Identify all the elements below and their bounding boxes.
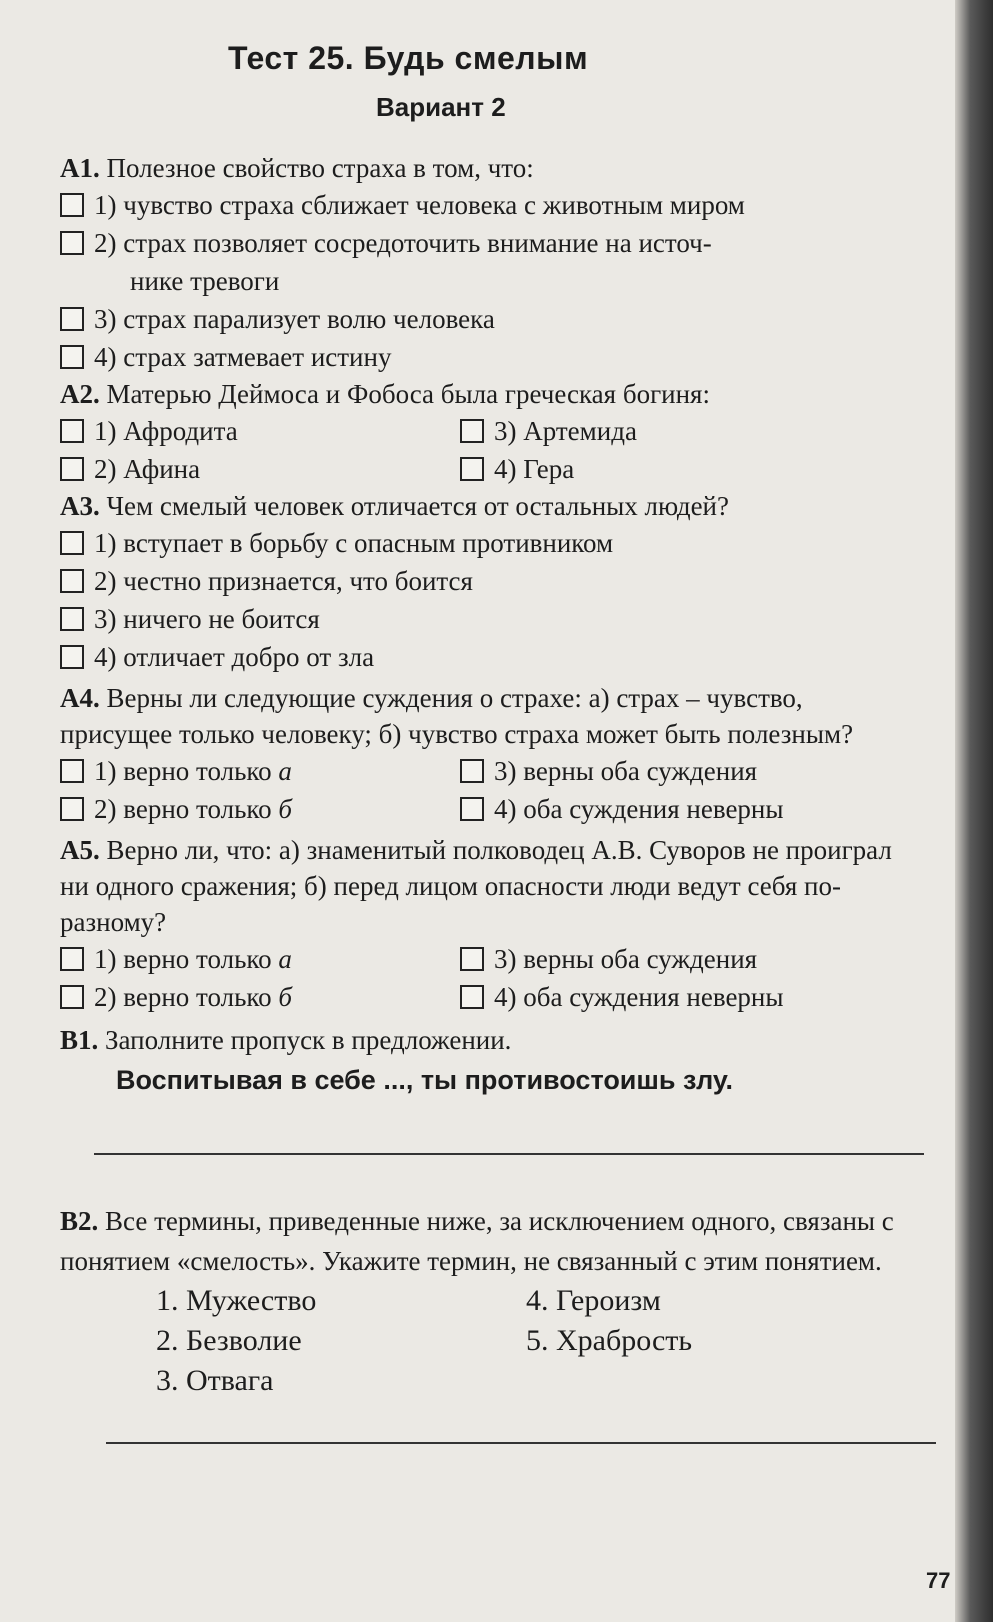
checkbox[interactable] [60,345,84,369]
question-number: А2. [60,379,100,409]
answer-option[interactable]: 4) оба суждения неверны [460,978,880,1016]
term-item: 1. Мужество [156,1284,317,1317]
answer-option[interactable]: 1) верно только а [60,752,460,790]
question-text: Верно ли, что: а) знаменитый полководец А.В. Суворов не проиграл ни одного сражения; б) перед лицом опасности люди ведут себя по-разному? [60,835,892,937]
checkbox[interactable] [460,457,484,481]
question-a2 [60,376,920,412]
checkbox[interactable] [460,985,484,1009]
checkbox[interactable] [60,569,84,593]
answer-line[interactable] [94,1152,924,1155]
options-grid [60,752,920,828]
checkbox[interactable] [460,759,484,783]
question-b1 [60,1022,920,1058]
question-text: Заполните пропуск в предложении. [105,1025,512,1055]
question-text: Матерью Деймоса и Фобоса была греческая богиня: [106,379,710,409]
questions-area [60,150,920,1444]
fill-in-sentence: Воспитывая в себе ..., ты противостоишь злу. [116,1065,734,1095]
question-number: А5. [60,835,100,865]
answer-line[interactable] [106,1441,936,1444]
checkbox[interactable] [460,419,484,443]
answer-option[interactable]: 2) верно только б [60,978,460,1016]
answer-option[interactable]: 4) Гера [460,450,880,488]
term-item: 3. Отвага [156,1364,274,1397]
question-number: А3. [60,491,100,521]
question-text: Полезное свойство страха в том, что: [106,153,534,183]
answer-option[interactable]: 3) страх парализует волю человека [60,300,920,338]
answer-option[interactable]: 1) вступает в борьбу с опасным противником [60,524,920,562]
answer-option[interactable]: 4) оба суждения неверны [460,790,880,828]
answer-option[interactable]: 2) верно только б [60,790,460,828]
answer-option[interactable]: 1) Афродита [60,412,460,450]
question-number: А4. [60,683,100,713]
checkbox[interactable] [60,607,84,631]
variant-label: Вариант 2 [376,92,506,122]
terms-list [60,1281,920,1401]
answer-option[interactable]: 3) Артемида [460,412,880,450]
checkbox[interactable] [60,947,84,971]
checkbox[interactable] [60,531,84,555]
question-a5 [60,832,920,940]
term-item: 2. Безволие [156,1324,302,1357]
test-title: Тест 25. Будь смелым [228,40,589,76]
question-text: Чем смелый человек отличается от остальных людей? [106,491,729,521]
answer-option[interactable]: 4) отличает добро от зла [60,638,920,676]
answer-option[interactable]: 3) ничего не боится [60,600,920,638]
answer-option[interactable]: 4) страх затмевает истину [60,338,920,376]
answer-option[interactable]: 2) Афина [60,450,460,488]
options-grid [60,412,920,488]
question-number: А1. [60,153,100,183]
checkbox[interactable] [60,231,84,255]
checkbox[interactable] [60,193,84,217]
checkbox[interactable] [60,457,84,481]
checkbox[interactable] [60,307,84,331]
question-a3 [60,488,920,524]
question-a4 [60,680,920,752]
answer-option[interactable]: 1) чувство страха сближает человека с животным миром [60,186,920,224]
answer-option[interactable]: 3) верны оба суждения [460,752,880,790]
question-number: В1. [60,1025,99,1055]
answer-option[interactable]: 2) страх позволяет сосредоточить внимание на источ- нике тревоги [60,224,920,300]
answer-option[interactable]: 1) верно только а [60,940,460,978]
question-b2 [60,1201,920,1281]
checkbox[interactable] [60,645,84,669]
answer-option[interactable]: 2) честно признается, что боится [60,562,920,600]
checkbox[interactable] [60,797,84,821]
checkbox[interactable] [60,419,84,443]
term-item: 4. Героизм [526,1284,661,1317]
options-grid [60,940,920,1016]
answer-option[interactable]: 3) верны оба суждения [460,940,880,978]
page-number: 77 [926,1568,951,1593]
checkbox[interactable] [60,759,84,783]
term-item: 5. Храбрость [526,1324,693,1357]
checkbox[interactable] [60,985,84,1009]
question-text: Все термины, приведенные ниже, за исключением одного, связаны с понятием «смелость». Укажите термин, не связанный с этим понятием. [60,1206,894,1276]
page-edge-shadow [955,0,993,1622]
checkbox[interactable] [460,797,484,821]
question-a1 [60,150,920,186]
question-number: В2. [60,1206,99,1236]
checkbox[interactable] [460,947,484,971]
question-text: Верны ли следующие суждения о страхе: а) страх – чувство, присущее только человеку; б) чувство страха может быть полезным? [60,683,854,749]
